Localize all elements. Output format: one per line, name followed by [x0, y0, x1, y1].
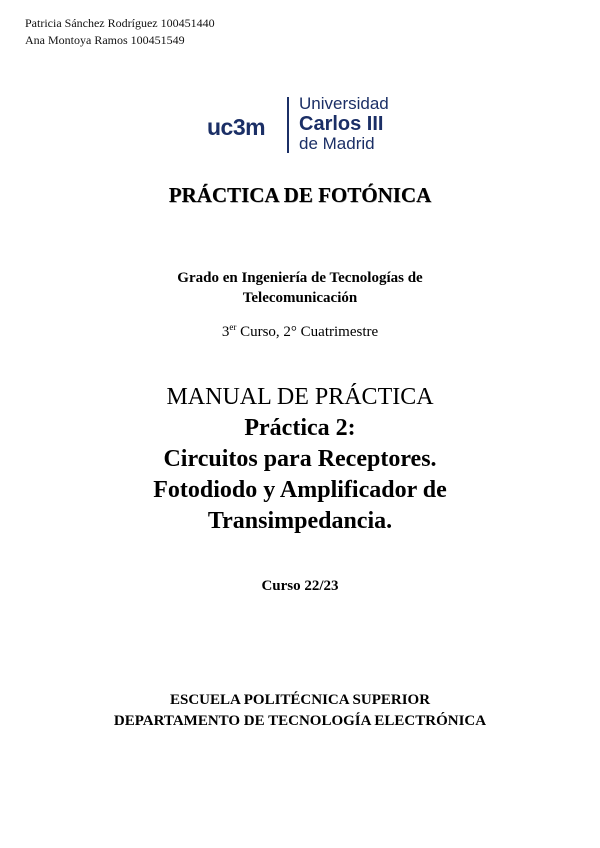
- authors-block: [25, 15, 215, 49]
- degree-line-1: Grado en Ingeniería de Tecnologías de: [177, 270, 423, 286]
- logo-divider: [287, 97, 289, 153]
- manual-line-3: Circuitos para Receptores.: [163, 446, 437, 472]
- manual-line-1: MANUAL DE PRÁCTICA: [166, 384, 434, 410]
- document-title: PRÁCTICA DE FOTÓNICA: [168, 183, 432, 207]
- uc3m-logo: [207, 95, 407, 157]
- author-1: Patricia Sánchez Rodríguez 100451440: [25, 16, 215, 30]
- manual-line-5: Transimpedancia.: [207, 508, 393, 534]
- logo-university-name: [299, 95, 389, 154]
- school-line-2: DEPARTAMENTO DE TECNOLOGÍA ELECTRÓNICA: [113, 713, 487, 729]
- academic-year: Curso 22/23: [261, 578, 339, 594]
- school-block: [0, 690, 600, 732]
- degree-line-2: Telecomunicación: [242, 290, 358, 306]
- degree-name: [0, 268, 600, 308]
- logo-line-2: Carlos III: [299, 113, 384, 135]
- manual-line-4: Fotodiodo y Amplificador de: [153, 477, 447, 503]
- course-year-number: 3: [221, 324, 230, 340]
- author-2: Ana Montoya Ramos 100451549: [25, 33, 185, 47]
- course-year-suffix: er: [229, 322, 237, 332]
- logo-line-1: Universidad: [299, 94, 389, 113]
- school-line-1: ESCUELA POLITÉCNICA SUPERIOR: [169, 692, 431, 708]
- manual-line-2: Práctica 2:: [244, 415, 356, 441]
- course-year: [0, 322, 600, 341]
- logo-mark: uc3m: [207, 114, 266, 140]
- logo-line-3: de Madrid: [299, 134, 375, 153]
- manual-heading: [0, 382, 600, 537]
- course-year-rest: Curso, 2° Cuatrimestre: [236, 324, 379, 340]
